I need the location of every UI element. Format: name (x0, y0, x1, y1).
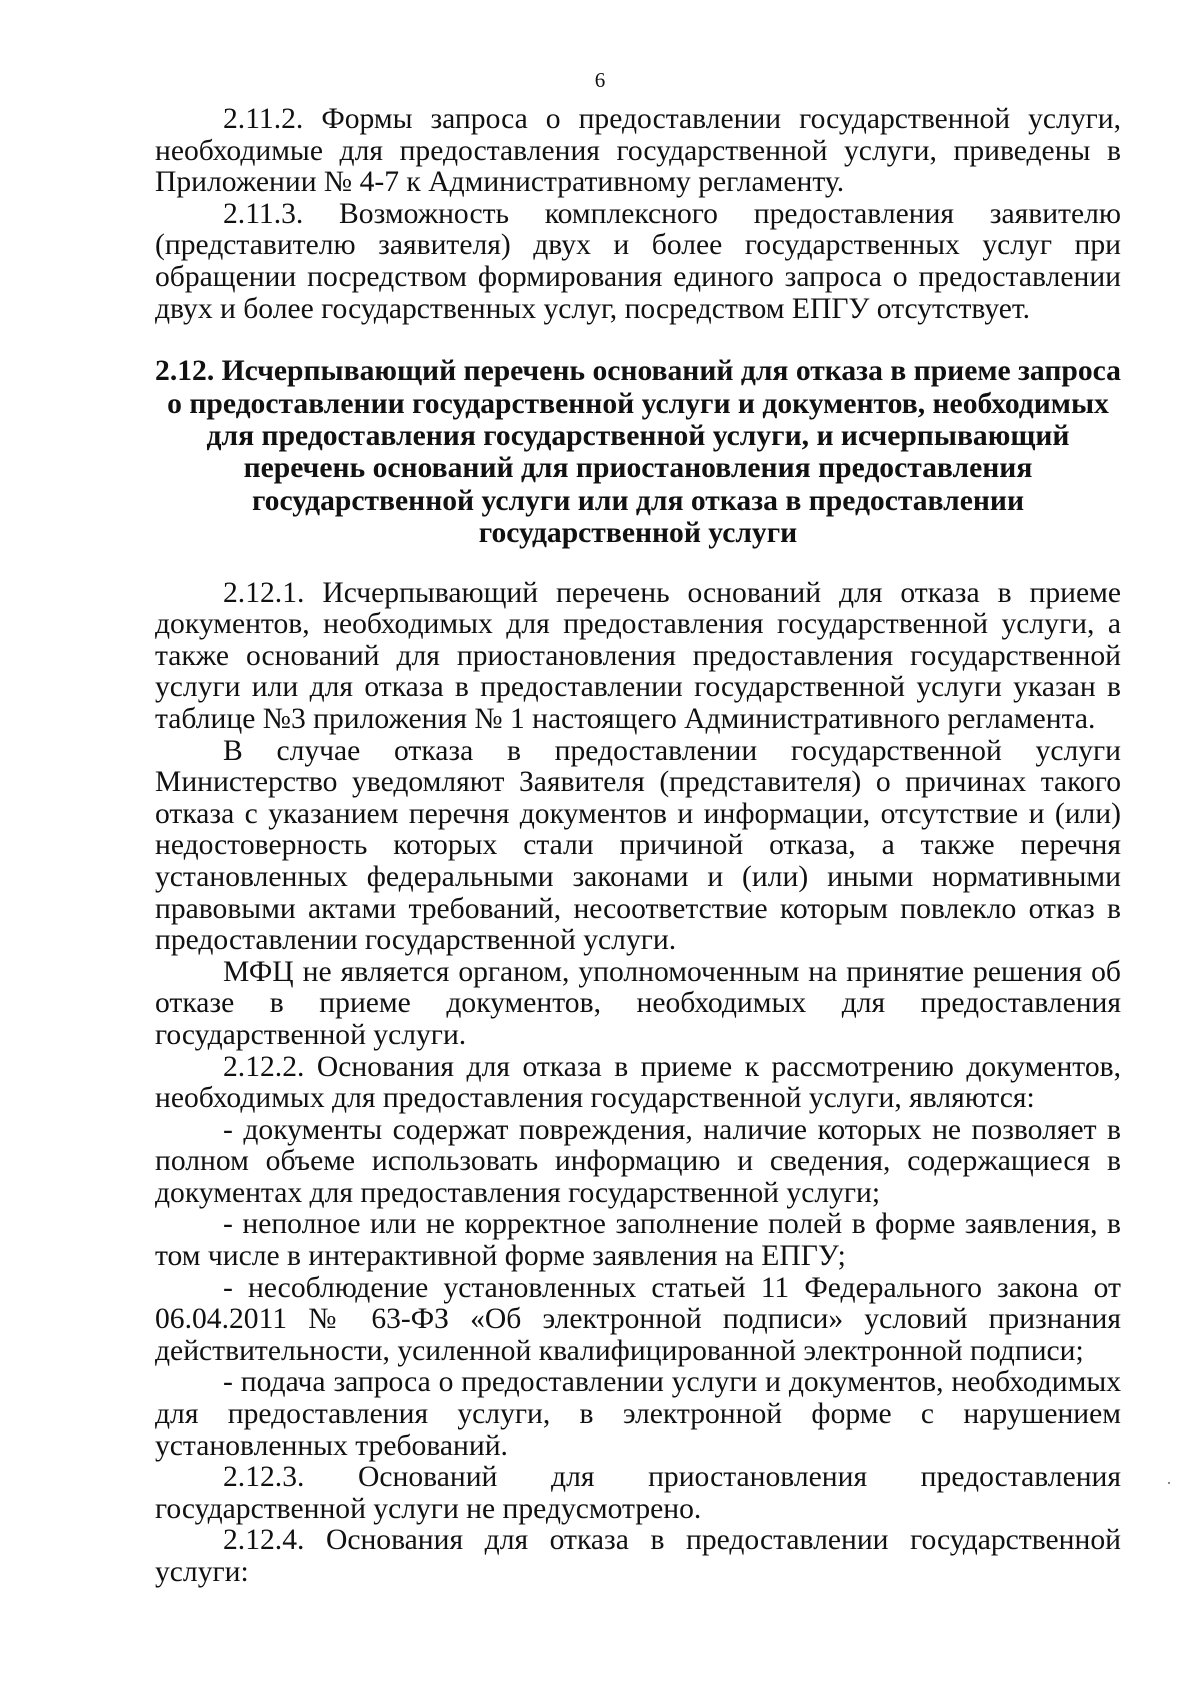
list-item-damaged-documents: - документы содержат повреждения, наличие которых не позволяет в полном объеме использовать информацию и сведения, содержащиеся в документах для предоставления государственной услуги; (155, 1113, 1121, 1209)
paragraph-2-12-2: 2.12.2. Основания для отказа в приеме к рассмотрению документов, необходимых для предоставления государственной услуги, являются: (155, 1050, 1121, 1115)
section-heading-2-12: 2.12. Исчерпывающий перечень оснований для отказа в приеме запроса о предоставлении государственной услуги и документов, необходимых для предоставления государственной услуги, и исчерпывающий перечень оснований для приостановления предоставления государственной услуги или для отказа в предоставлении государственной услуги (155, 355, 1121, 550)
paragraph-2-12-4: 2.12.4. Основания для отказа в предоставлении государственной услуги: (155, 1524, 1121, 1588)
scan-speck (1168, 1482, 1170, 1484)
paragraph-2-12-3: 2.12.3. Оснований для приостановления предоставления государственной услуги не предусмотрено. (155, 1461, 1121, 1525)
list-item-electronic-submission: - подача запроса о предоставлении услуги и документов, необходимых для предоставления услуги, в электронной форме с нарушением установленных требований. (155, 1366, 1121, 1462)
paragraph-refusal-notice: В случае отказа в предоставлении государственной услуги Министерство уведомляют Заявителя (представителя) о причинах такого отказа с указанием перечня документов и информации, отсутствие и (или) недостоверность которых стали причиной отказа, а также перечня установленных федеральными законами и (или) иными нормативными правовыми актами требований, несоответствие которым повлекло отказ в предоставлении государственной услуги. (155, 734, 1121, 957)
paragraph-mfc: МФЦ не является органом, уполномоченным на принятие решения об отказе в приеме документов, необходимых для предоставления государственной услуги. (155, 955, 1121, 1051)
paragraph-2-12-1: 2.12.1. Исчерпывающий перечень оснований для отказа в приеме документов, необходимых для предоставления государственной услуги, а также оснований для приостановления предоставления государственной услуги или для отказа в предоставлении государственной услуги указан в таблице №3 приложения № 1 настоящего Административного регламента. (155, 576, 1121, 735)
paragraph-2-11-2: 2.11.2. Формы запроса о предоставлении государственной услуги, необходимые для предоставления государственной услуги, приведены в Приложении № 4-7 к Административному регламенту. (155, 103, 1121, 199)
page-number: 6 (594, 68, 606, 92)
list-item-signature-conditions: - несоблюдение установленных статьей 11 Федерального закона от 06.04.2011 № 63-ФЗ «Об электронной подписи» условий признания действительности, усиленной квалифицированной электронной подписи; (155, 1271, 1121, 1367)
document-body (155, 104, 1121, 1589)
list-item-incomplete-form: - неполное или не корректное заполнение полей в форме заявления, в том числе в интерактивной форме заявления на ЕПГУ; (155, 1208, 1121, 1273)
paragraph-2-11-3: 2.11.3. Возможность комплексного предоставления заявителю (представителю заявителя) двух и более государственных услуг при обращении посредством формирования единого запроса о предоставлении двух и более государственных услуг, посредством ЕПГУ отсутствует. (155, 197, 1121, 325)
